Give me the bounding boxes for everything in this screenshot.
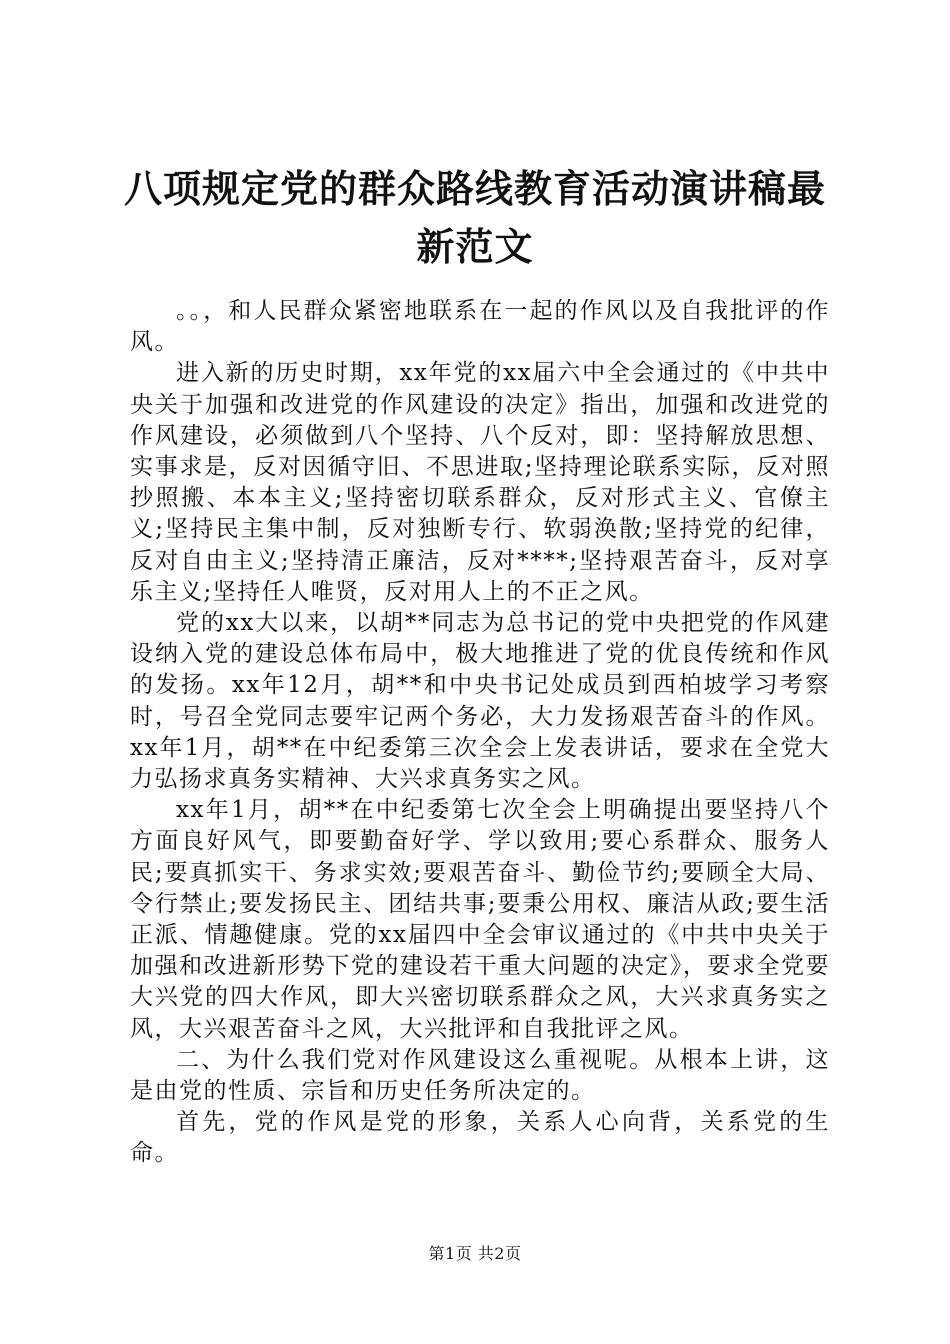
- paragraph: 进入新的历史时期，xx年党的xx届六中全会通过的《中共中央关于加强和改进党的作风建设的决定》指出，加强和改进党的作风建设，必须做到八个坚持、八个反对，即：坚持解放思想、实事求是，反对因循守旧、不思进取;坚持理论联系实际，反对照抄照搬、本本主义;坚持密切联系群众，反对形式主义、官僚主义;坚持民主集中制，反对独断专行、软弱涣散;坚持党的纪律，反对自由主义;坚持清正廉洁，反对****;坚持艰苦奋斗，反对享乐主义;坚持任人唯贤，反对用人上的不正之风。: [130, 360, 830, 605]
- paragraph: 。。，和人民群众紧密地联系在一起的作风以及自我批评的作风。: [130, 298, 830, 356]
- page-footer: 第1页 共2页: [428, 1244, 522, 1263]
- document-title: 八项规定党的群众路线教育活动演讲稿最新范文: [123, 167, 826, 269]
- paragraph: 首先，党的作风是党的形象，关系人心向背，关系党的生命。: [130, 1109, 830, 1167]
- paragraph: 党的xx大以来，以胡**同志为总书记的党中央把党的作风建设纳入党的建设总体布局中，极大地推进了党的优良传统和作风的发扬。xx年12月，胡**和中央书记处成员到西柏坡学习考察时，号召全党同志要牢记两个务必，大力发扬艰苦奋斗的作风。xx年1月，胡**在中纪委第三次全会上发表讲话，要求在全党大力弘扬求真务实精神、大兴求真务实之风。: [130, 610, 830, 793]
- document-body: [130, 296, 830, 1170]
- paragraph: 二、为什么我们党对作风建设这么重视呢。从根本上讲，这是由党的性质、宗旨和历史任务所决定的。: [130, 1046, 830, 1105]
- paragraph: xx年1月，胡**在中纪委第七次全会上明确提出要坚持八个方面良好风气，即要勤奋好学、学以致用;要心系群众、服务人民;要真抓实干、务求实效;要艰苦奋斗、勤俭节约;要顾全大局、令行禁止;要发扬民主、团结共事;要秉公用权、廉洁从政;要生活正派、情趣健康。党的xx届四中全会审议通过的《中共中央关于加强和改进新形势下党的建设若干重大问题的决定》，要求全党要大兴党的四大作风，即大兴密切联系群众之风，大兴求真务实之风，大兴艰苦奋斗之风，大兴批评和自我批评之风。: [130, 797, 830, 1042]
